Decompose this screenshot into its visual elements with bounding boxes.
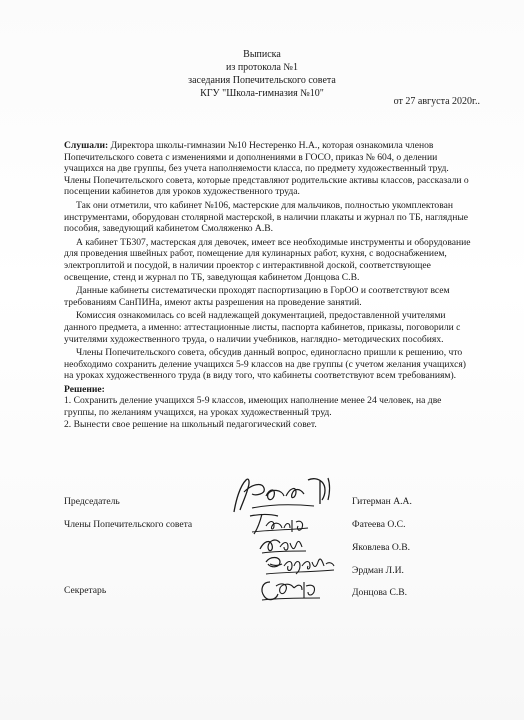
chair-label: Председатель [64,496,120,507]
heard-paragraph [64,140,472,198]
signer-name-1: Гитерман А.А. [352,496,412,507]
members-label: Члены Попечительского совета [64,519,193,530]
signer-name-3: Яковлева О.В. [352,542,411,553]
heard-text: Директора школы-гимназии №10 Нестеренко Н.А., которая ознакомила членов Попечительского совета с изменениями и дополнениями в ГОСО, приказ № 604, о делении учащихся на две группы, без учета наполняемости класса, по предмету художественный труд. Члены Попечительского совета, которые представляют родительские активы классов, рассказали о посещении кабинетов для уроков художественного труда. [64,140,469,198]
decision-item-1: 1. Сохранить деление учащихся 5-9 классов, имеющих наполнение менее 24 человек, на две группы, по желаниям учащихся, на уроках художественный труд. [64,395,442,419]
paragraph-workshop-girls: А кабинет ТБ307, мастерская для девочек, имеет все необходимые инструменты и оборудование для проведения швейных работ, помещение для кулинарных работ, кухня, с водоснабжением, электроплитой и посудой, в наличии проектор с интерактивной доской, соответствующее освещение, стенд и журнал по ТБ, заведующая кабинетом Донцова С.В. [64,236,471,283]
document-date: от 27 августа 2020г.. [393,96,480,107]
document-header [0,48,524,100]
header-organization: КГУ "Школа-гимназия №10" [200,88,324,99]
document-body [64,140,472,432]
signature-member-1-graphic [244,508,314,536]
heard-label: Слушали: [64,140,109,151]
paragraph-commission: Комиссия ознакомилась со всей надлежащей документацией, предоставленной учителями данного предмета, а именно: аттестационные листы, паспорта кабинетов, приказы, поговорили с учителями художественного труда, о наличии учебников, наглядно- методических пособиях. [64,310,461,345]
secretary-label: Секретарь [64,585,107,596]
header-title: Выписка [243,49,281,60]
signer-name-5: Донцова С.В. [352,587,408,598]
header-meeting: заседания Попечительского совета [188,75,336,86]
signature-secretary-graphic [256,576,326,604]
signer-name-2: Фатеева О.С. [352,519,406,530]
paragraph-workshop-boys: Так они отметили, что кабинет №106, мастерские для мальчиков, полностью укомплектован инструментами, оборудован столярной мастерской, в наличии плакаты и журнал по ТБ, наглядные пособия, заведующий кабинетом Смоляженко А.В. [64,199,469,235]
decision-label: Решение: [64,383,105,395]
paragraph-conclusion: Члены Попечительского совета, обсудив данный вопрос, единогласно пришли к решению, что необходимо сохранить деление учащихся 5-9 классов на две группы (с учетом желания учащихся) на уроках художественного труда (в виду того, что кабинеты соответствуют всем требованиям). [64,347,466,382]
signer-name-4: Эрдман Л.И. [352,565,404,576]
header-protocol: из протокола №1 [226,62,298,73]
paragraph-certification: Данные кабинеты систематически проходят паспортизацию в ГорОО и соответствуют всем требованиям СанПИНа, имеют акты разрешения на проведение занятий. [64,285,450,308]
decision-item-2: 2. Вынести свое решение на школьный педагогический совет. [64,418,317,430]
signature-member-3-graphic [260,552,340,578]
